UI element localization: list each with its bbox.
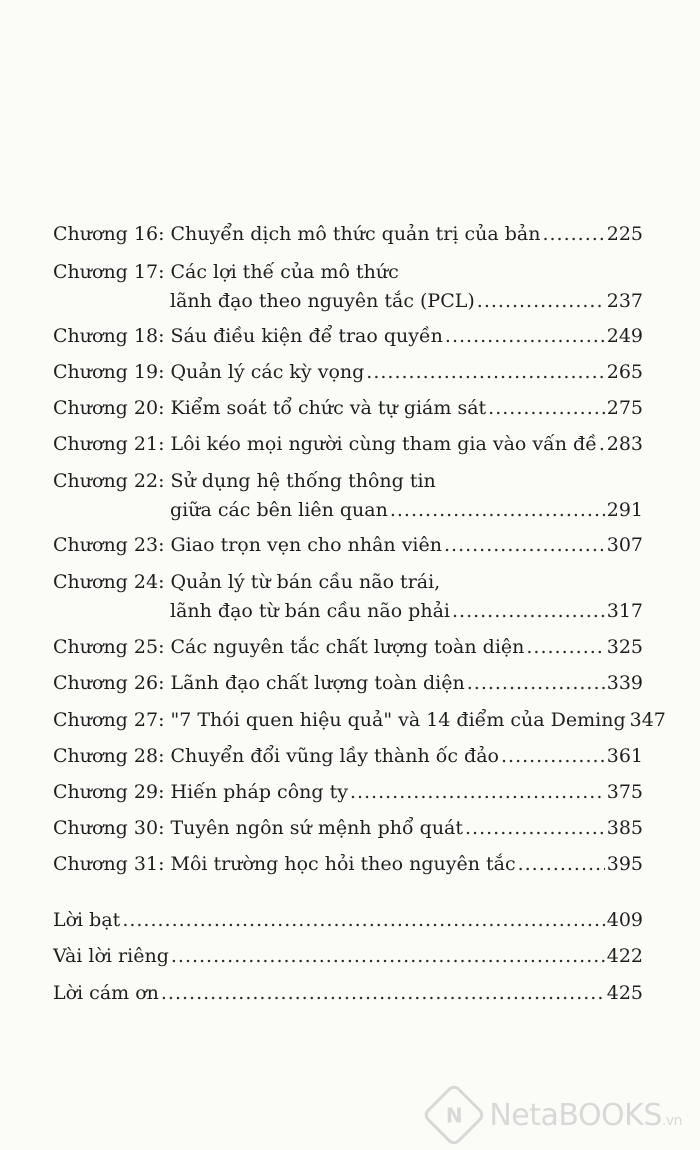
toc-entry-title: Chương 27: "7 Thói quen hiệu quả" và 14 điểm của Deming (53, 709, 626, 731)
dot-leader (390, 498, 605, 522)
toc-entry-title: Chương 22: Sử dụng hệ thống thông tin (53, 470, 436, 492)
toc-page-number: 283 (606, 433, 643, 455)
toc-entry (53, 533, 643, 557)
toc-entry (53, 260, 643, 284)
toc-entry (53, 324, 643, 348)
toc-page-number: 395 (606, 853, 643, 875)
toc-entry-title: Vài lời riêng (53, 945, 169, 967)
dot-leader (171, 944, 605, 968)
toc-page-number: 291 (606, 499, 643, 521)
toc-entry-title: lãnh đạo theo nguyên tắc (PCL) (170, 290, 475, 312)
toc-entry-title: Chương 30: Tuyên ngôn sứ mệnh phổ quát (53, 817, 464, 839)
toc-entry-title: Chương 24: Quản lý từ bán cầu não trái, (53, 571, 441, 593)
toc-entry (53, 635, 643, 659)
toc-page-number: 307 (606, 534, 643, 556)
toc-entry-title: Chương 26: Lãnh đạo chất lượng toàn diện (53, 672, 465, 694)
toc-page-number: 237 (606, 290, 643, 312)
toc-entry-title: Chương 19: Quản lý các kỳ vọng (53, 361, 365, 383)
dot-leader (542, 222, 604, 246)
toc-entry (53, 816, 643, 840)
toc-page-number: 339 (606, 672, 643, 694)
dot-leader (366, 360, 604, 384)
toc-page-number: 375 (606, 781, 643, 803)
toc-entry-title: Chương 23: Giao trọn vẹn cho nhân viên (53, 534, 442, 556)
toc-entry (53, 671, 643, 695)
toc-entry-title: Chương 31: Môi trường học hỏi theo nguyên tắc (53, 853, 516, 875)
dot-leader (465, 816, 605, 840)
toc-entry-title: Chương 20: Kiểm soát tổ chức và tự giám sát (53, 397, 487, 419)
toc-entry-title: Chương 16: Chuyển dịch mô thức quản trị của bản (53, 223, 541, 245)
toc-page-number: 425 (606, 982, 643, 1004)
toc-entry-title: Chương 18: Sáu điều kiện để trao quyền (53, 325, 443, 347)
dot-leader (122, 908, 604, 932)
dot-leader (350, 780, 605, 804)
toc-entry-continuation (170, 498, 643, 522)
dot-leader (445, 324, 605, 348)
toc-page-number: 409 (606, 909, 643, 931)
toc-entry-title: Chương 25: Các nguyên tắc chất lượng toàn diện (53, 636, 525, 658)
dot-leader (488, 396, 605, 420)
toc-page-number: 385 (606, 817, 643, 839)
toc-entry-title: Lời cám ơn (53, 982, 159, 1004)
toc-entry-continuation (170, 599, 643, 623)
toc-entry (53, 396, 643, 420)
toc-entry (53, 852, 643, 876)
dot-leader (477, 289, 605, 313)
toc-entry (53, 981, 643, 1005)
dot-leader (444, 533, 605, 557)
toc-entry-title: giữa các bên liên quan (170, 499, 388, 521)
toc-entry-continuation (170, 289, 643, 313)
dot-leader (526, 635, 604, 659)
toc-entry-title: lãnh đạo từ bán cầu não phải (170, 600, 450, 622)
toc-page-number: 325 (606, 636, 643, 658)
toc-entry (53, 469, 643, 493)
watermark-brand: NetaBOOKS.vn (489, 1097, 682, 1133)
dot-leader (467, 671, 605, 695)
toc-page-number: 347 (629, 709, 666, 731)
netabooks-logo-icon: N (422, 1082, 487, 1147)
toc-entry-title: Lời bạt (53, 909, 121, 931)
toc-entry (53, 708, 666, 732)
toc-entry (53, 908, 643, 932)
dot-leader (501, 744, 605, 768)
toc-entry (53, 222, 643, 246)
dot-leader (599, 432, 605, 456)
netabooks-watermark (431, 1092, 682, 1138)
toc-entry (53, 570, 643, 594)
toc-entry (53, 360, 643, 384)
toc-entry (53, 780, 643, 804)
dot-leader (161, 981, 605, 1005)
toc-page-number: 249 (606, 325, 643, 347)
toc-page-number: 361 (606, 745, 643, 767)
toc-entry-title: Chương 21: Lôi kéo mọi người cùng tham gia vào vấn đề (53, 433, 597, 455)
toc-entry (53, 432, 643, 456)
toc-entry-title: Chương 29: Hiến pháp công ty (53, 781, 348, 803)
toc-entry (53, 744, 643, 768)
dot-leader (452, 599, 605, 623)
dot-leader (518, 852, 605, 876)
toc-page-number: 275 (606, 397, 643, 419)
toc-page-number: 317 (606, 600, 643, 622)
toc-page-number: 422 (606, 945, 643, 967)
toc-entry-title: Chương 17: Các lợi thế của mô thức (53, 261, 399, 283)
toc-entry-title: Chương 28: Chuyển đổi vũng lầy thành ốc đảo (53, 745, 499, 767)
toc-page-number: 265 (606, 361, 643, 383)
toc-page-number: 225 (606, 223, 643, 245)
toc-entry (53, 944, 643, 968)
